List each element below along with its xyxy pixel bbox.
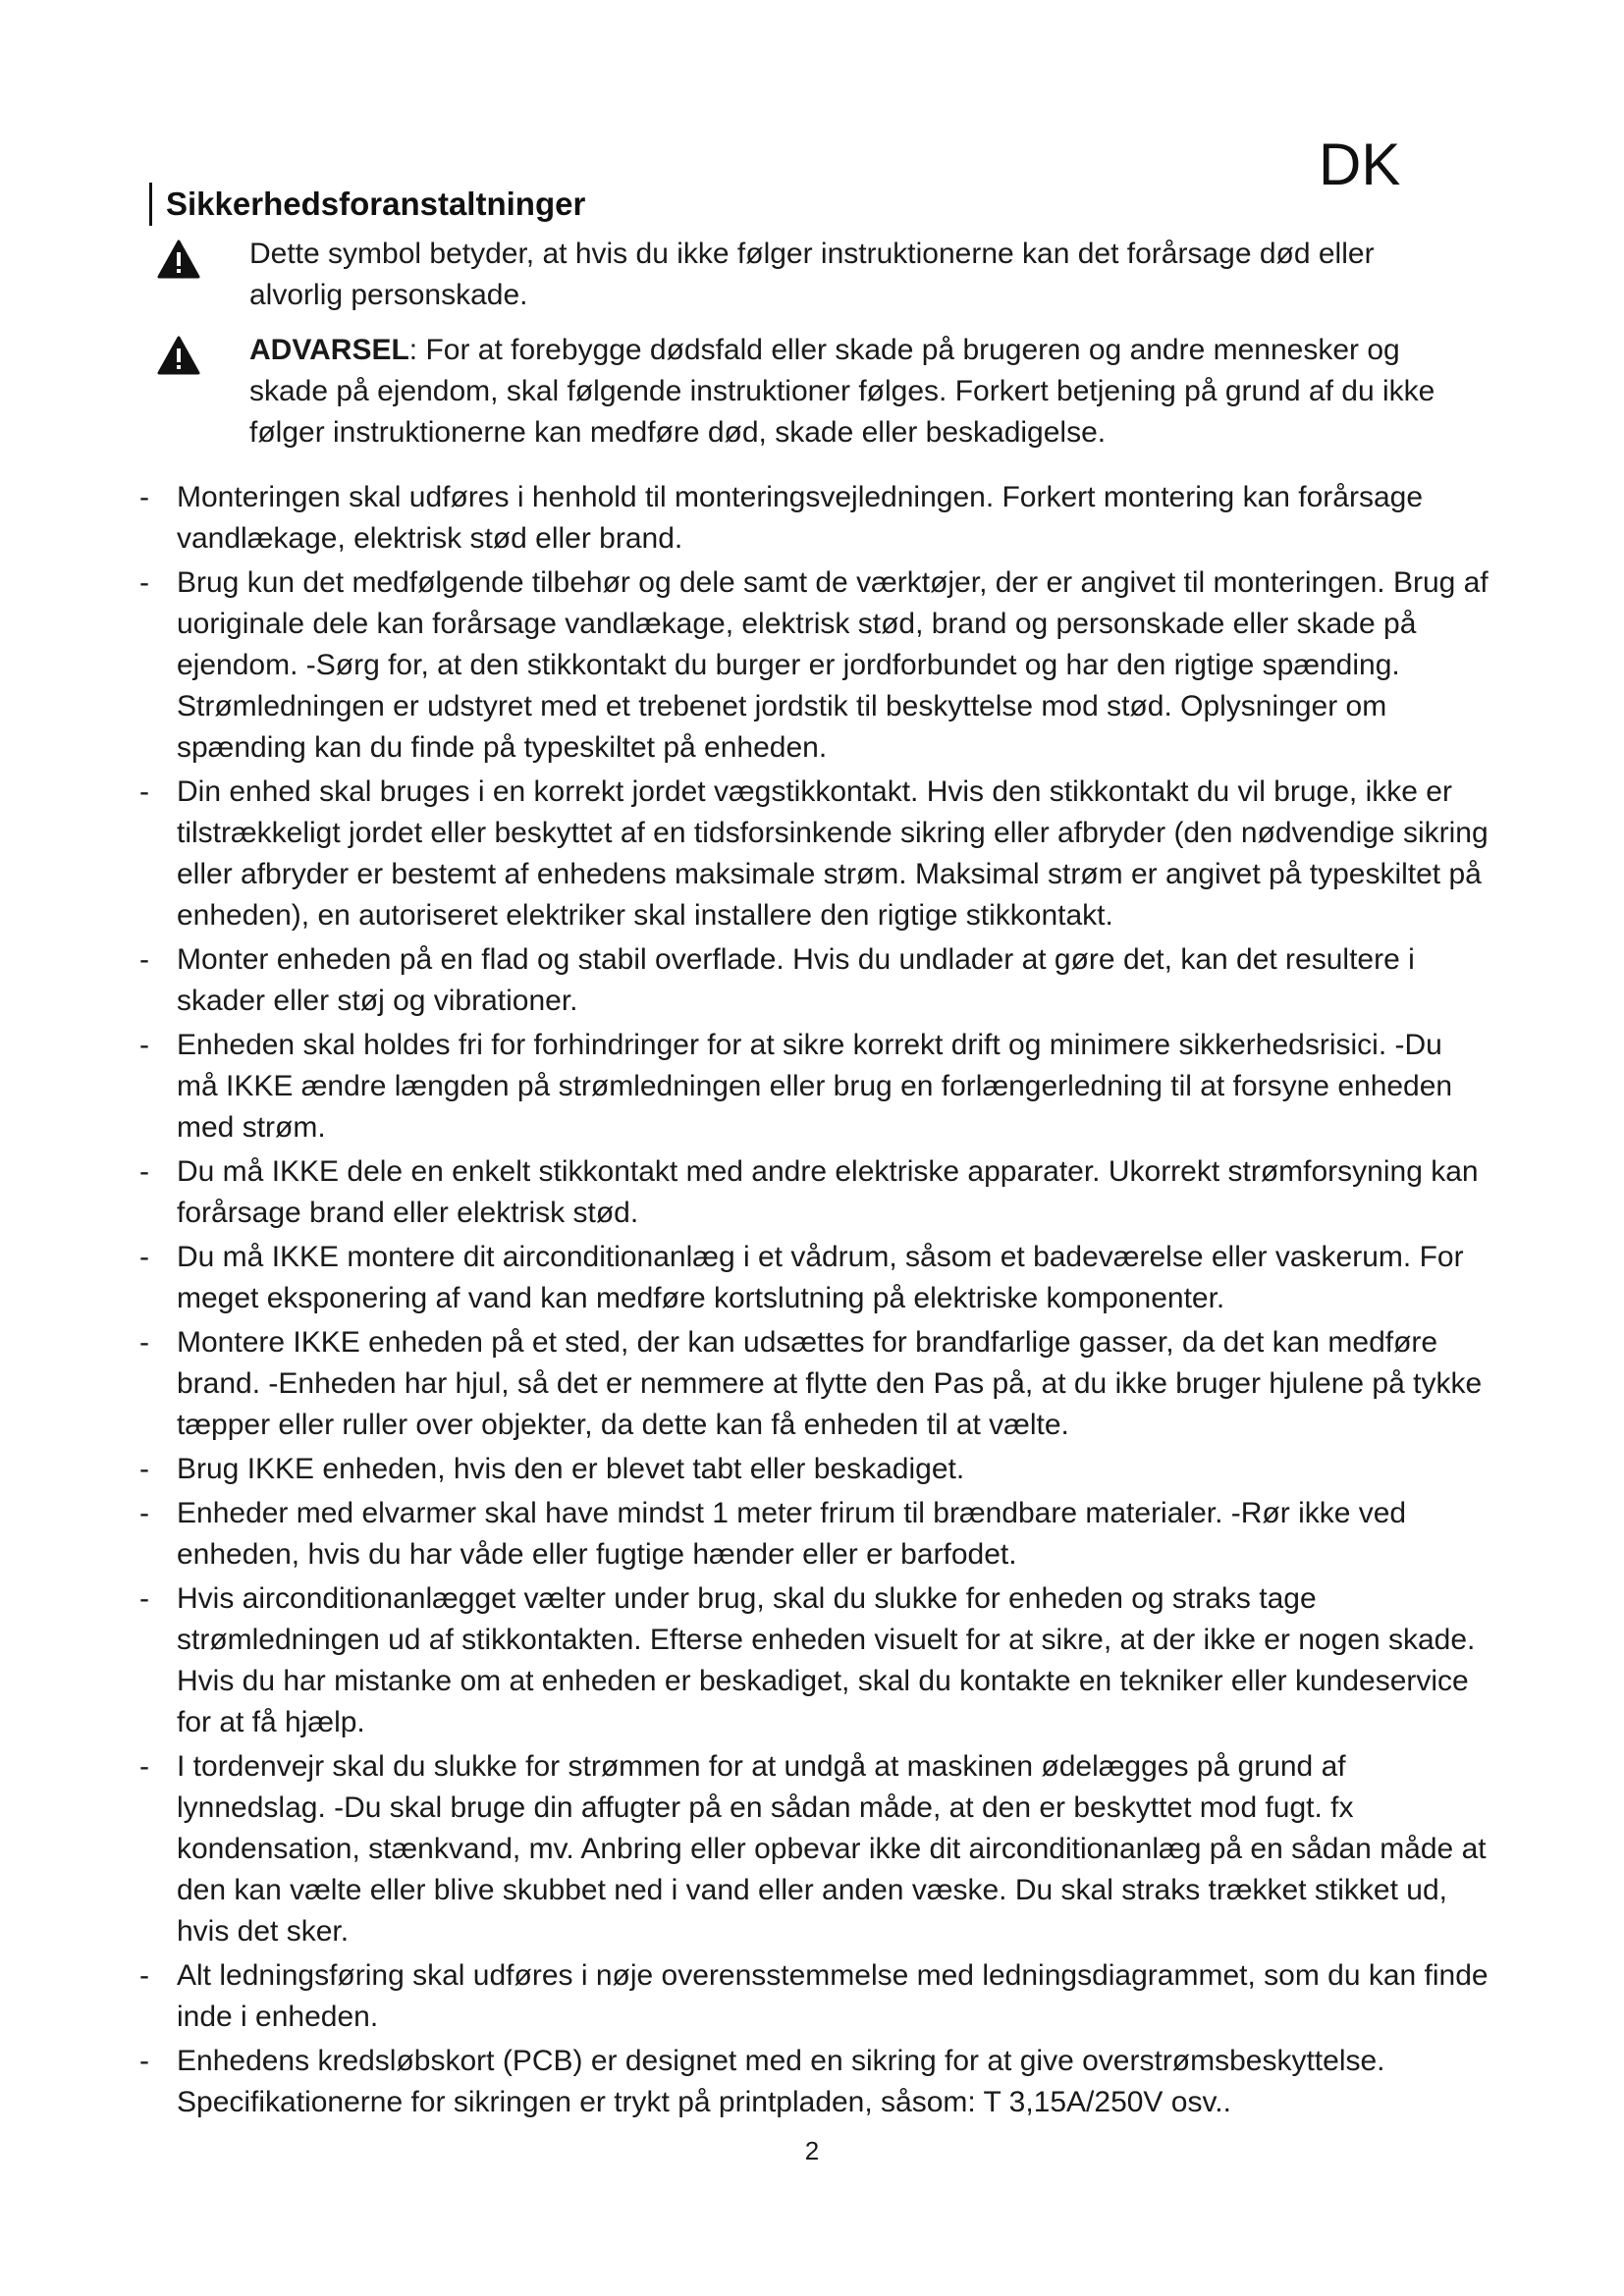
list-item: - I tordenvejr skal du slukke for strømmen for at undgå at maskinen ødelægges på grund af lynnedslag. -Du skal bruge din affugter på en sådan måde, at den er beskyttet mod fugt. fx kondensation, stænkvand, mv. Anbring eller opbevar ikke dit airconditionanlæg på en sådan måde at den kan vælte eller blive skubbet ned i vand eller anden væske. Du skal straks trækket stikket ud, hvis det sker. (139, 1750, 1487, 1948)
list-item: - Brug kun det medfølgende tilbehør og dele samt de værktøjer, der er angivet til monteringen. Brug af uoriginale dele kan forårsage vandlækage, elektrisk stød, brand og personskade eller skade på ejendom. -Sørg for, at den stikkontakt du burger er jordforbundet og har den rigtige spænding. Strømledningen er udstyret med et trebenet jordstik til beskyttelse mod stød. Oplysninger om spænding kan du finde på typeskiltet på enheden. (139, 566, 1489, 764)
list-item: - Du må IKKE dele en enkelt stikkontakt med andre elektriske apparater. Ukorrekt strømforsyning kan forårsage brand eller elektrisk stød. (139, 1155, 1479, 1229)
safety-instructions-list (135, 477, 1490, 2126)
warning-triangle-icon (157, 240, 200, 279)
language-code: DK (1319, 132, 1401, 197)
heading-bar (149, 183, 152, 226)
list-item: - Alt ledningsføring skal udføres i nøje overensstemmelse med ledningsdiagrammet, som du kan finde inde i enheden. (139, 1959, 1489, 2033)
section-heading: Sikkerhedsforanstaltninger (166, 186, 586, 222)
list-item: - Monter enheden på en flad og stabil overflade. Hvis du undlader at gøre det, kan det resultere i skader eller støj og vibrationer. (139, 943, 1415, 1017)
page-number: 2 (804, 2136, 820, 2165)
list-item: - Enhedens kredsløbskort (PCB) er designet med en sikring for at give overstrømsbeskyttelse. Specifikationerne for sikringen er trykt på printpladen, såsom: T 3,15A/250V osv.. (139, 2045, 1385, 2118)
list-item: - Hvis airconditionanlægget vælter under brug, skal du slukke for enheden og straks tage strømledningen ud af stikkontakten. Efterse enheden visuelt for at sikre, at der ikke er nogen skade. Hvis du har mistanke om at enheden er beskadiget, skal du kontakte en tekniker eller kundeservice for at få hjælp. (139, 1582, 1476, 1738)
list-item: - Din enhed skal bruges i en korrekt jordet vægstikkontakt. Hvis den stikkontakt du vil bruge, ikke er tilstrækkeligt jordet eller beskyttet af en tidsforsinkende sikring eller afbryder (den nødvendige sikring eller afbryder er bestemt af enhedens maksimale strøm. Maksimal strøm er angivet på typeskiltet på enheden), en autoriseret elektriker skal installere den rigtige stikkontakt. (139, 775, 1489, 932)
list-item: - Enheder med elvarmer skal have mindst 1 meter frirum til brændbare materialer. -Rør ikke ved enheden, hvis du har våde eller fugtige hænder eller er barfodet. (139, 1497, 1407, 1571)
warning-text: ADVARSEL: For at forebygge dødsfald eller skade på brugeren og andre mennesker og skade på ejendom, skal følgende instruktioner følges. Forkert betjening på grund af du ikke følger instruktionerne kan medføre død, skade eller beskadigelse. (249, 334, 1435, 449)
section-heading-group (149, 183, 585, 226)
list-item: - Brug IKKE enheden, hvis den er blevet tabt eller beskadiget. (139, 1453, 965, 1485)
warning-triangle-icon (157, 336, 200, 375)
list-item: - Enheden skal holdes fri for forhindringer for at sikre korrekt drift og minimere sikkerhedsrisici. -Du må IKKE ændre længden på strømledningen eller brug en forlængerledning til at forsyne enheden med strøm. (139, 1029, 1453, 1144)
list-item: - Du må IKKE montere dit airconditionanlæg i et vådrum, såsom et badeværelse eller vaskerum. For meget eksponering af vand kan medføre kortslutning på elektriske komponenter. (139, 1241, 1464, 1314)
warning-lead: ADVARSEL (249, 334, 409, 366)
warning-text: Dette symbol betyder, at hvis du ikke følger instruktionerne kan det forårsage død eller alvorlig personskade. (249, 238, 1375, 311)
list-item: - Montere IKKE enheden på et sted, der kan udsættes for brandfarlige gasser, da det kan medføre brand. -Enheden har hjul, så det er nemmere at flytte den Pas på, at du ikke bruger hjulene på tykke tæpper eller ruller over objekter, da dette kan få enheden til at vælte. (139, 1326, 1483, 1441)
list-item: - Monteringen skal udføres i henhold til monteringsvejledningen. Forkert montering kan forårsage vandlækage, elektrisk stød eller brand. (139, 481, 1424, 555)
